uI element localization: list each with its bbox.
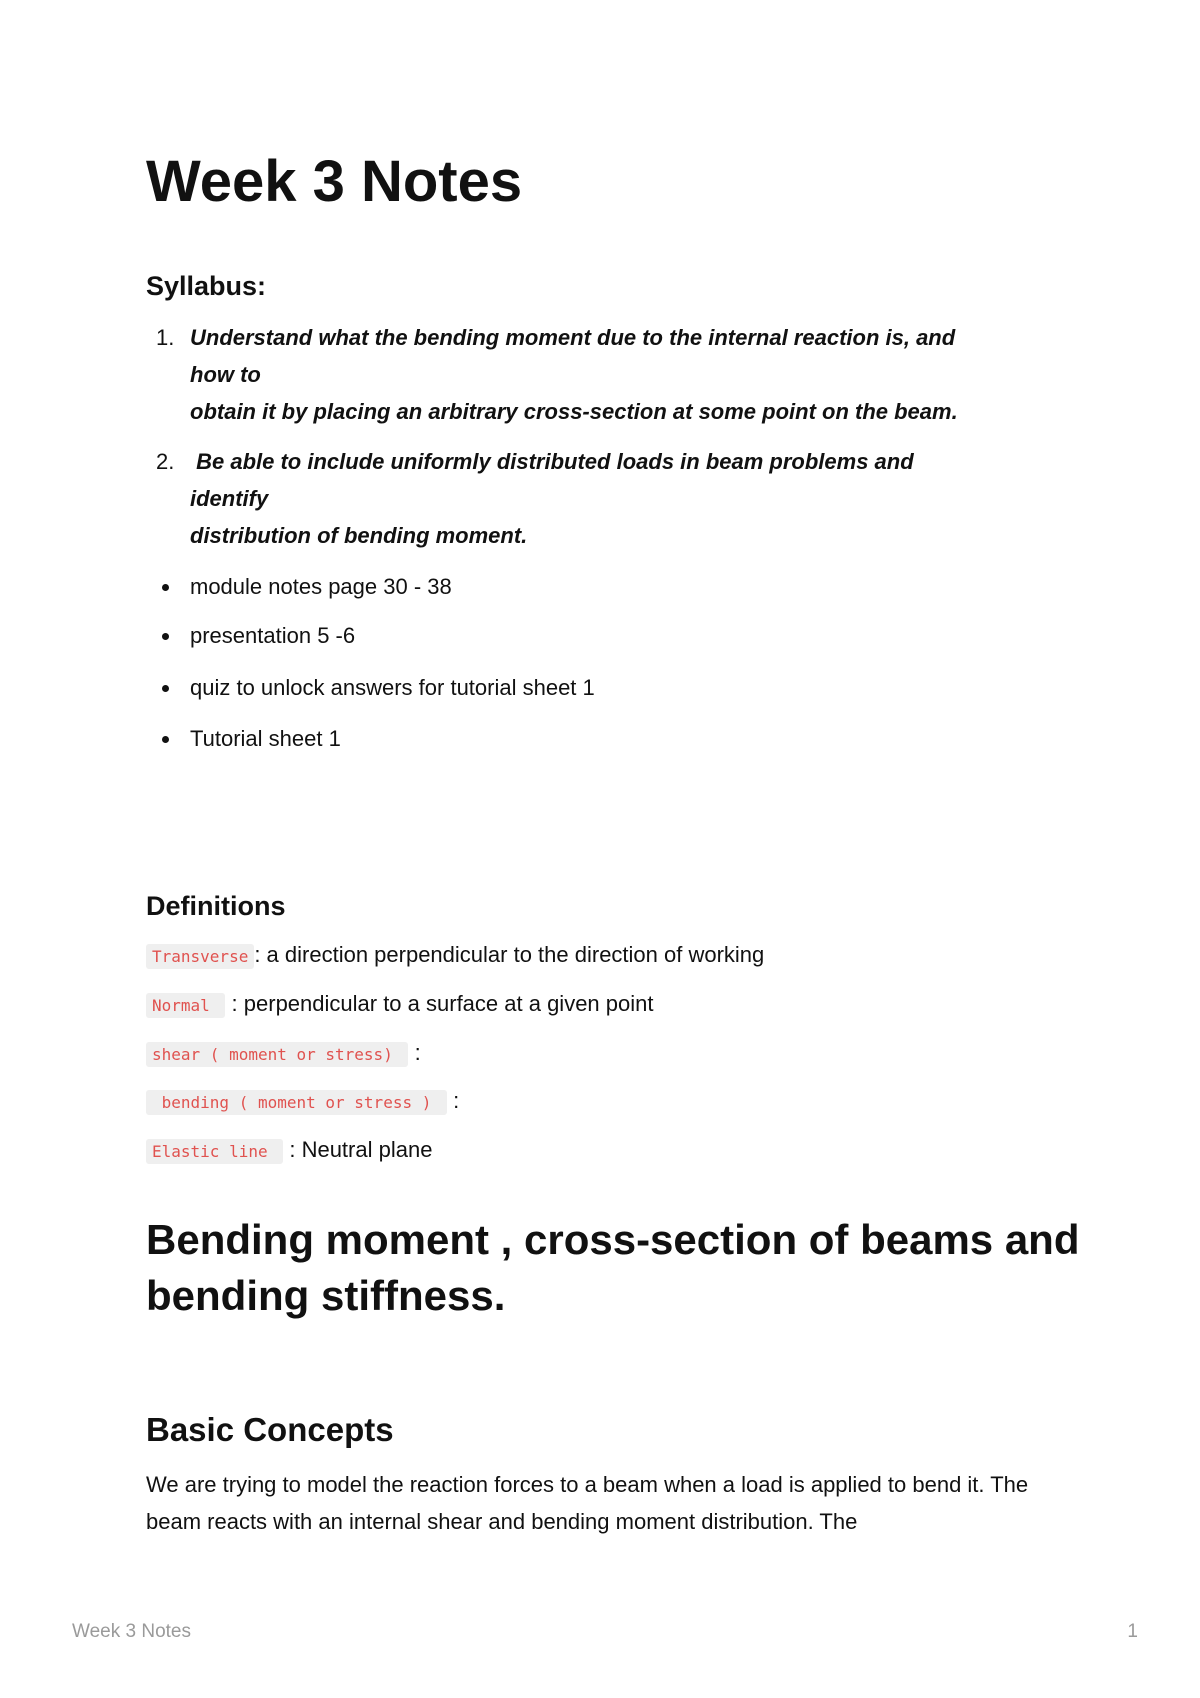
bullet-icon	[162, 736, 169, 743]
list-item-line: how to	[190, 362, 261, 387]
definition-term: shear ( moment or stress)	[146, 1042, 408, 1067]
syllabus-ordered-item	[146, 443, 1046, 554]
list-item-line: Understand what the bending moment due to the internal reaction is, and	[190, 325, 956, 350]
list-item-text: presentation 5 -6	[190, 623, 356, 648]
bullet-icon	[162, 584, 169, 591]
list-number: 1.	[156, 325, 175, 350]
list-item-text: Tutorial sheet 1	[190, 726, 341, 751]
definition-term: Transverse	[146, 944, 254, 969]
page-number: 1	[1127, 1621, 1138, 1642]
definition-text: : Neutral plane	[283, 1137, 433, 1162]
list-item-text: module notes page 30 - 38	[190, 574, 452, 599]
section-heading: Bending moment , cross-section of beams and bending stiffness.	[146, 1216, 1080, 1319]
definition-text: : a direction perpendicular to the direction of working	[254, 942, 765, 967]
basic-concepts-paragraph: We are trying to model the reaction forces to a beam when a load is applied to bend it. The beam reacts with an internal shear and bending moment distribution. The	[146, 1472, 1029, 1534]
basic-concepts-heading: Basic Concepts	[146, 1411, 394, 1448]
list-item-line: identify	[190, 486, 269, 511]
definition-term: Elastic line	[146, 1139, 283, 1164]
list-item-line: obtain it by placing an arbitrary cross-section at some point on the beam.	[190, 399, 958, 424]
syllabus-heading: Syllabus:	[146, 271, 267, 301]
list-item-text: quiz to unlock answers for tutorial sheet 1	[190, 675, 595, 700]
definition-row	[146, 1086, 459, 1118]
footer-title: Week 3 Notes	[72, 1621, 191, 1642]
definition-text: : perpendicular to a surface at a given point	[225, 991, 654, 1016]
definition-row	[146, 1038, 421, 1070]
definition-term: Normal	[146, 993, 225, 1018]
list-item-text	[190, 319, 1046, 430]
list-item-line: Be able to include uniformly distributed loads in beam problems and	[190, 449, 914, 474]
list-number: 2.	[156, 449, 175, 474]
page-title: Week 3 Notes	[146, 149, 523, 214]
definition-row	[146, 989, 653, 1021]
definition-text: :	[446, 1088, 460, 1113]
list-item-line: distribution of bending moment.	[190, 523, 528, 548]
bullet-icon	[162, 685, 169, 692]
definitions-heading: Definitions	[146, 891, 286, 921]
bullet-icon	[162, 633, 169, 640]
list-item-text	[190, 443, 1046, 554]
definition-row	[146, 940, 764, 972]
definition-term: bending ( moment or stress )	[146, 1090, 447, 1115]
syllabus-ordered-item	[146, 319, 1046, 430]
definition-text: :	[408, 1040, 421, 1065]
definition-row	[146, 1135, 432, 1167]
